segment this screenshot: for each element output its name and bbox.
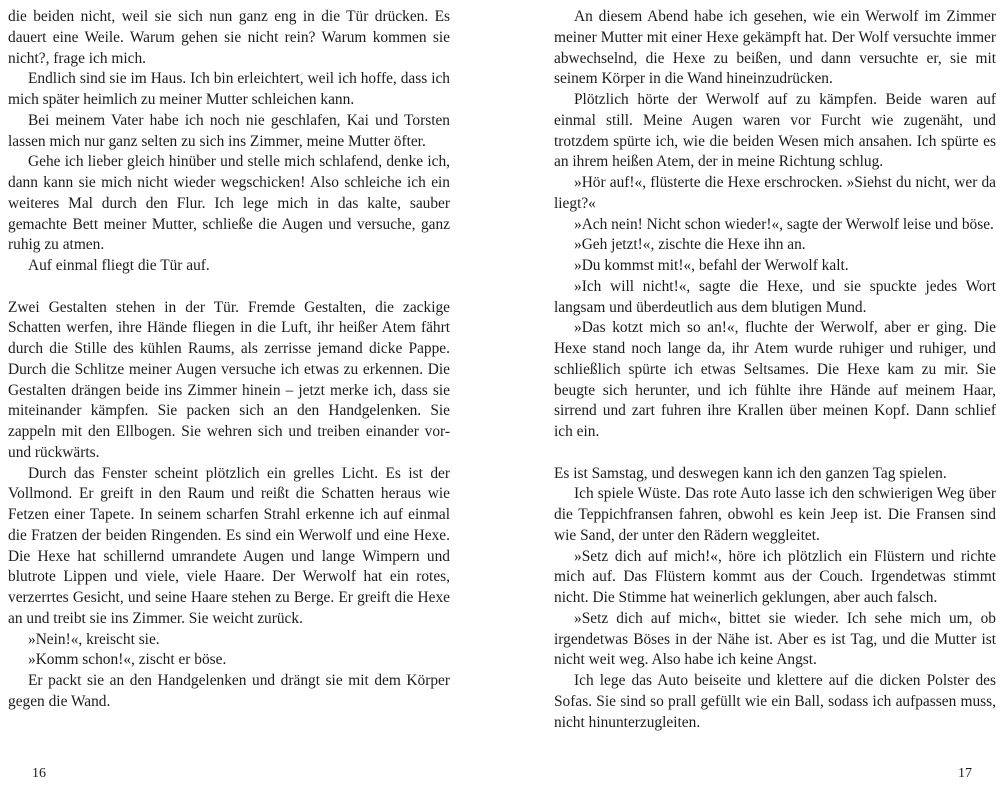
dialogue-line: »Geh jetzt!«, zischte die Hexe ihn an. [574, 236, 806, 254]
paragraph: Durch das Fenster scheint plötzlich ein grelles Licht. Es ist der Vollmond. Er greift in den Raum und reißt die Schatten heraus wie Fetzen einer Tapete. In seinem scharfen Strahl erkenne ich auf einmal die Fratzen der beiden Ringenden. Es sind ein Werwolf und eine Hexe. Die Hexe hat schillernd umrandete Augen und lange Wimpern und blutrote Lippen und viele, viele Haare. Der Werwolf hat ein rotes, verzerrtes Gesicht, und seine Haare stehen zu Berge. Er greift die Hexe an und treibt sie ins Zimmer. Sie weicht zurück. [8, 464, 450, 627]
paragraph: Gehe ich lieber gleich hinüber und stelle mich schlafend, denke ich, dann kann sie mich nicht wieder wegschicken! Also schleiche ich ein weiteres Mal durch den Flur. Ich lege mich in das kalte, sauber gemachte Bett meiner Mutter, schließe die Augen und versuche, ganz ruhig zu atmen. [8, 153, 450, 254]
paragraph: Er packt sie an den Handgelenken und drängt sie mit dem Körper gegen die Wand. [8, 672, 450, 710]
paragraph: Bei meinem Vater habe ich noch nie geschlafen, Kai und Torsten lassen mich nur ganz selten zu sich ins Zimmer, meine Mutter öfter. [8, 111, 450, 150]
paragraph: An diesem Abend habe ich gesehen, wie ein Werwolf im Zimmer meiner Mutter mit einer Hexe gekämpft hat. Der Wolf versuchte immer abwechselnd, die Hexe zu beißen, und dann versuchte er, sie mit seinem Körper in die Wand hineinzudrücken. [554, 8, 996, 88]
section-opening-paragraph: Es ist Samstag, und deswegen kann ich den ganzen Tag spielen. [554, 464, 947, 482]
paragraph: Endlich sind sie im Haus. Ich bin erleichtert, weil ich hoffe, dass ich mich später heimlich zu meiner Mutter schleichen kann. [8, 70, 450, 108]
page-number-right: 17 [958, 766, 972, 781]
dialogue-line: »Ich will nicht!«, sagte die Hexe, und sie spuckte jedes Wort langsam und überdeutlich aus dem blutigen Mund. [554, 277, 996, 316]
section-opening-paragraph: Zwei Gestalten stehen in der Tür. Fremde Gestalten, die zackige Schatten werfen, ihre Hände fliegen in die Luft, ihr heißer Atem fährt durch die Stille des kühlen Raums, als zerrisse jemand dicke Pappe. Durch die Schlitze meiner Augen versuche ich etwas zu erkennen. Die Gestalten drängen beide ins Zimmer hinein – jetzt merke ich, dass sie miteinander kämpfen. Sie packen sich an den Handgelenken. Sie zappeln mit den Ellbogen. Sie wehren sich und treiben einander vor- und rückwärts. [8, 298, 450, 461]
dialogue-line: »Du kommst mit!«, befahl der Werwolf kalt. [574, 257, 849, 274]
dialogue-line: »Ach nein! Nicht schon wieder!«, sagte der Werwolf leise und böse. [574, 215, 994, 233]
dialogue-line: »Nein!«, kreischt sie. [28, 630, 160, 648]
left-page [8, 7, 450, 713]
paragraph: Plötzlich hörte der Werwolf auf zu kämpfen. Beide waren auf einmal still. Meine Augen waren vor Furcht wie zugenäht, und trotzdem spürte ich, wie die beiden Wesen mich ansahen. Ich spürte es an ihrem heißen Atem, der in meine Richtung schlug. [554, 91, 996, 171]
paragraph: Ich spiele Wüste. Das rote Auto lasse ich den schwierigen Weg über die Teppichfransen fahren, obwohl es kein Jeep ist. Die Fransen sind wie Sand, der unter den Rädern weggleitet. [554, 485, 996, 544]
dialogue-line: »Setz dich auf mich«, bittet sie wieder. Ich sehe mich um, ob irgendetwas Böses in der Nähe ist. Aber es ist Tag, und die Mutter ist nicht weit weg. Also habe ich keine Angst. [554, 609, 996, 669]
dialogue-line: »Komm schon!«, zischt er böse. [28, 651, 227, 669]
dialogue-line: »Hör auf!«, flüsterte die Hexe erschrocken. »Siehst du nicht, wer da liegt?« [554, 174, 996, 212]
paragraph: Auf einmal fliegt die Tür auf. [28, 257, 210, 274]
dialogue-line: »Setz dich auf mich!«, höre ich plötzlich ein Flüstern und richte mich auf. Das Flüstern kommt aus der Couch. Irgendetwas stimmt nicht. Die Stimme hat weinerlich geklungen, aber auch falsch. [554, 547, 996, 606]
paragraph: Ich lege das Auto beiseite und klettere auf die dicken Polster des Sofas. Sie sind so prall gefüllt wie ein Ball, sodass ich aufpassen muss, nicht hinunterzugleiten. [554, 672, 996, 731]
right-page [554, 7, 996, 733]
paragraph: »Das kotzt mich so an!«, fluchte der Werwolf, aber er ging. Die Hexe stand noch lange da, ihr Atem wurde ruhiger und ruhiger, und schließlich spürte ich etwas Seltsames. Die Hexe kam zu mir. Sie beugte sich herunter, und ich fühlte ihre Hände auf meinem Haar, sirrend und zart fuhren ihre Krallen über meinen Kopf. Dann schlief ich ein. [554, 319, 996, 440]
paragraph: die beiden nicht, weil sie sich nun ganz eng in die Tür drücken. Es dauert eine Weile. Warum gehen sie nicht rein? Warum kommen sie nicht?, frage ich mich. [8, 8, 450, 67]
page-number-left: 16 [32, 766, 46, 781]
